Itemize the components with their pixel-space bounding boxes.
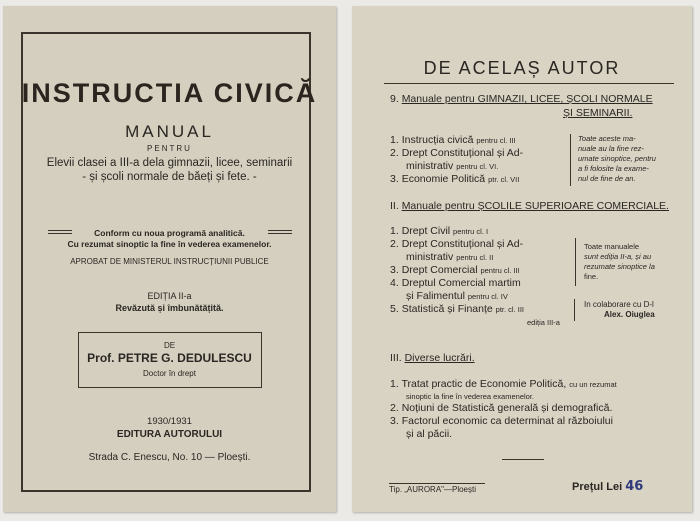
approval-line: APROBAT DE MINISTERUL INSTRUCȚIUNII PUBLICE	[70, 257, 269, 266]
section1-title	[390, 93, 653, 105]
front-cover	[3, 6, 336, 512]
s1-item-2b: ministrativ pentru cl. VI.	[406, 160, 499, 172]
s2-collab: In colaborare cu D-l Alex. Oiuglea	[584, 300, 655, 319]
s2-item-3: 3. Drept Comercial pentru cl. III	[390, 264, 520, 276]
program-line-1: Conform cu noua programă analitică.	[94, 228, 245, 238]
book-title: INSTRUCTIA CIVICĂ	[21, 78, 318, 108]
s1-item-1: 1. Instrucția civică pentru cl. III	[390, 134, 516, 146]
s1-item-2: 2. Drept Constituțional și Ad-	[390, 147, 524, 159]
s2-item-4: 4. Dreptul Comercial martim	[390, 277, 521, 289]
printer-rule	[389, 483, 485, 484]
printer-label: Tip. „AURORA"—Ploești	[389, 485, 477, 494]
audience-line-1: Elevii clasei a III-a dela gimnazii, licee, seminarii	[46, 157, 293, 169]
s2-item-4b: și Falimentul pentru cl. IV	[406, 290, 508, 302]
s1-item-3: 3. Economie Politică ptr. cl. VII	[390, 173, 520, 185]
s3-item-1: 1. Tratat practic de Economie Politică, cu un rezumat	[390, 378, 617, 390]
section1-num: 9.	[390, 93, 399, 105]
pentru-label: PENTRU	[147, 144, 192, 153]
book-subtitle: MANUAL	[125, 122, 214, 141]
de-label: DE	[163, 341, 176, 350]
s3-item-1b: sinoptic la fine în vederea examenelor.	[406, 392, 534, 401]
s2-item-5b: ediția III-a	[527, 318, 560, 327]
heading-underline	[384, 83, 674, 84]
author-title: Doctor în drept	[143, 369, 196, 378]
section1-title-b: ȘI SEMINARII.	[563, 107, 633, 119]
s2-item-1: 1. Drept Civil pentru cl. I	[390, 225, 489, 237]
author-name: Prof. PETRE G. DEDULESCU	[87, 351, 252, 365]
s2-brace	[575, 238, 576, 286]
s3-item-2: 2. Noțiuni de Statistică generală și demografică.	[390, 402, 613, 414]
revised-label: Revăzută și îmbunătățită.	[115, 303, 224, 313]
price-label: Prețul Lei	[572, 481, 623, 493]
section3-title: III. Diverse lucrări.	[390, 352, 475, 364]
section2-title: II. Manuale pentru ȘCOLILE SUPERIOARE COMERCIALE.	[390, 200, 669, 212]
back-heading: DE ACELAȘ AUTOR	[423, 58, 621, 78]
edition-label: EDIȚIA II-a	[147, 291, 192, 301]
section1-title-a: Manuale pentru GIMNAZII, LICEE, ȘCOLI NORMALE	[401, 93, 653, 105]
year: 1930/1931	[147, 416, 192, 427]
s2-item-2b: ministrativ pentru cl. II	[406, 251, 494, 263]
s2-brace-2	[574, 299, 575, 321]
program-line-2: Cu rezumat sinoptic la fine în vederea examenelor.	[67, 239, 272, 249]
footer-rule	[502, 459, 544, 460]
s1-brace	[570, 134, 571, 186]
audience-line-2: - și școli normale de băeți și fete. -	[82, 171, 257, 183]
s2-note: Toate manualele sunt ediția II-a, și au rezumate sinoptice la fine.	[584, 242, 655, 281]
address: Strada C. Enescu, No. 10 — Ploești.	[88, 452, 251, 463]
price-value: 46	[625, 479, 644, 494]
s3-item-3: 3. Factorul economic ca determinat al războiului	[390, 415, 613, 427]
s1-note: Toate aceste ma- nuale au la fine rez- umate sinoptice, pentru a fi folosite la exame- nul de fine de an.	[578, 134, 656, 183]
s2-item-5: 5. Statistică și Finanțe ptr. cl. III	[390, 303, 524, 315]
publisher: EDITURA AUTORULUI	[116, 429, 223, 440]
s2-item-2: 2. Drept Constituțional și Ad-	[390, 238, 524, 250]
back-cover	[352, 6, 692, 512]
s3-item-3b: și al păcii.	[406, 428, 453, 440]
price	[572, 479, 643, 494]
